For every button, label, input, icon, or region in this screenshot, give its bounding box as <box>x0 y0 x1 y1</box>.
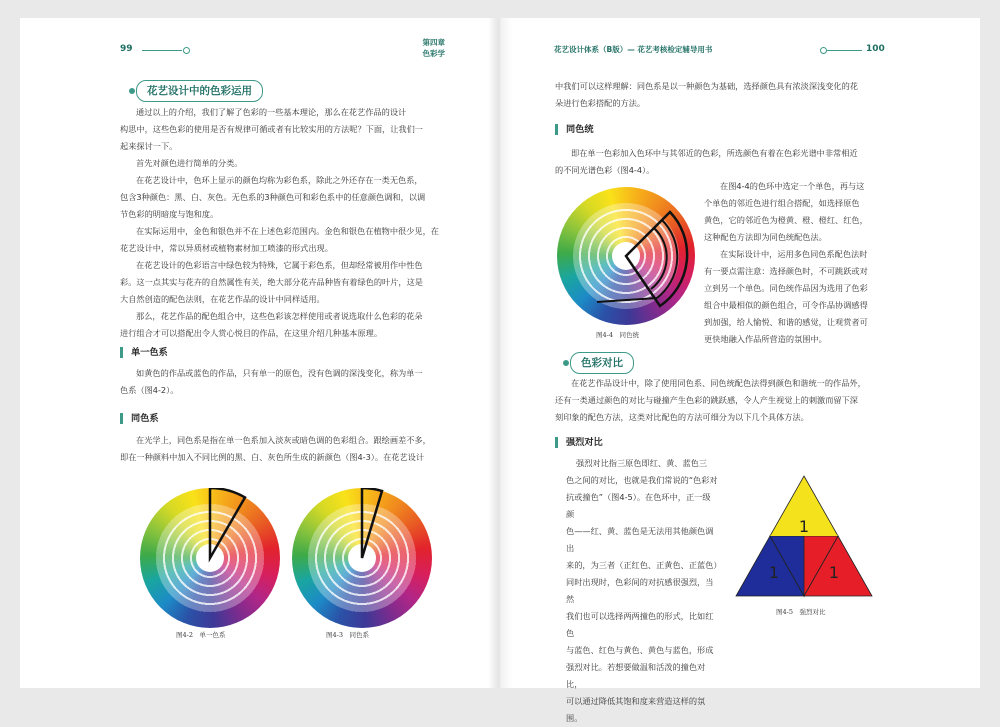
header-dot <box>183 47 190 54</box>
analogous-side-text: 在图4-4的色环中选定一个单色，再与这 个单色的邻近色进行组合搭配，如选择原色 黄色，它的邻近色为橙黄、橙、橙红、红色， 这种配色方法即为同色统配色法。 在实际设计中，运用多色同色系配色法时 有一要点需注意：选择颜色时，不可跳跃或对 立到另一个单色。同色统作品因为选用了色彩 组合中最相似的颜色组合，可令作品协调感得 到加强，给人愉悦、和谐的感觉，让观赏者可 更快地融入作品所营造的氛围中。 <box>704 181 868 344</box>
color-wheel-fig4-2 <box>140 488 280 628</box>
single-color-text: 如黄色的作品或蓝色的作品，只有单一的原色，没有色调的深浅变化，称为单一 色系（图4-2）。 <box>120 368 423 395</box>
fig4-4-caption: 图4-4 同色统 <box>596 331 639 339</box>
fig4-3-caption: 图4-3 同色系 <box>326 631 369 639</box>
book-title-header: 花艺设计体系（B版）— 花艺考核检定辅导用书 <box>554 45 713 54</box>
header-rule <box>827 50 862 51</box>
color-wheel-fig4-4 <box>557 187 695 325</box>
fig4-2-caption: 图4-2 单一色系 <box>176 631 226 639</box>
left-page-number: 99 <box>120 44 133 54</box>
chapter-title: 色彩学 <box>422 49 445 58</box>
book-gutter <box>488 18 512 688</box>
fig4-5-caption: 图4-5 强烈对比 <box>776 608 826 616</box>
sub-title-same-color: 同色系 <box>120 413 159 424</box>
section-title-contrast: 色彩对比 <box>570 352 634 374</box>
strong-contrast-text: 强烈对比指三原色即红、黄、蓝色三 色之间的对比，也就是我们常说的“色彩对 抗或撞色”（图4-5）。在色环中，正一级颜 色——红、黄、蓝色是无法用其他颜色调出 来的，为三者（正红色、正黄色、正蓝色） 同时出现时，色彩间的对抗感很强烈，当然 我们也可以选择两两撞色的形式，比如红色 与蓝色、红色与黄色、黄色与蓝色，形成 强烈对比。若想要做温和活泼的撞色对比， 可以通过降低其饱和度来营造这样的氛围。 <box>566 458 722 723</box>
triangle-label-blue: 1 <box>768 563 780 582</box>
triangle-label-yellow: 1 <box>798 517 810 536</box>
primary-color-triangle <box>734 474 874 599</box>
right-page-number: 100 <box>866 44 885 54</box>
sub-title-analogous: 同色统 <box>555 124 594 135</box>
header-rule <box>142 50 182 51</box>
sub-title-single-color: 单一色系 <box>120 347 168 358</box>
chapter-label: 第四章 <box>422 38 445 47</box>
same-color-highlight <box>292 488 432 628</box>
left-body-text: 通过以上的介绍，我们了解了色彩的一些基本理论，那么在花艺作品的设计 构思中，这些色彩的使用是否有规律可循或者有比较实用的方法呢？下面，让我们一 起来探讨一下。 首先对颜色进行简单的分类。 在花艺设计中，色环上显示的颜色均称为彩色系，除此之外还存在一类无色系， 包含3种颜色：黑、白、灰色。无色系的3种颜色可和彩色系中的任意颜色调和，以调 节色彩的明暗度与饱和度。 在实际运用中，金色和银色并不在上述色彩范围内。金色和银色在植物中很少见，在 花艺设计中，常以异质材或植物素材加工喷漆的形式出现。 在花艺设计的色彩语言中绿色较为特殊，它属于彩色系，但却经常被用作中性色 彩。这一点其实与花卉的自然属性有关，绝大部分花卉品种皆有着绿色的叶片，这是 大自然创造的配色法则，在花艺作品的设计中同样适用。 那么，花艺作品的配色组合中，这些色彩该怎样使用或者说选取什么色彩的花朵 进行组合才可以搭配出令人赏心悦目的作品，在这里介绍几种基本原理。 <box>120 107 439 338</box>
sub-title-strong-contrast: 强烈对比 <box>555 437 603 448</box>
single-color-highlight <box>140 488 280 628</box>
right-intro-text: 中我们可以这样理解：同色系是以一种颜色为基础，选择颜色具有浓淡深浅变化的花 朵进行色彩搭配的方法。 <box>555 81 858 108</box>
analogous-highlight <box>557 187 695 325</box>
color-wheel-fig4-3 <box>292 488 432 628</box>
triangle-label-red: 1 <box>828 563 840 582</box>
header-dot <box>820 47 827 54</box>
analogous-text: 即在单一色彩加入色环中与其邻近的色彩，所选颜色有着在色彩光谱中非常相近 的不同光谱色彩（图4-4）。 <box>555 148 858 175</box>
chapter-header <box>400 37 445 59</box>
section-title-color-use: 花艺设计中的色彩运用 <box>136 80 263 102</box>
same-color-text: 在光学上，同色系是指在单一色系加入淡灰或暗色调的色彩组合。跟绘画差不多， 即在一种颜料中加入不同比例的黑、白、灰色所生成的新颜色（图4-3）。在花艺设计 <box>120 435 431 462</box>
contrast-intro-text: 在花艺作品设计中，除了使用同色系、同色统配色法得到颜色和谐统一的作品外， 还有一类通过颜色的对比与碰撞产生色彩的跳跃感，令人产生视觉上的刺激而留下深 刻印象的配色方法，这类对比配色的方法可细分为以下几个具体方法。 <box>555 378 866 422</box>
